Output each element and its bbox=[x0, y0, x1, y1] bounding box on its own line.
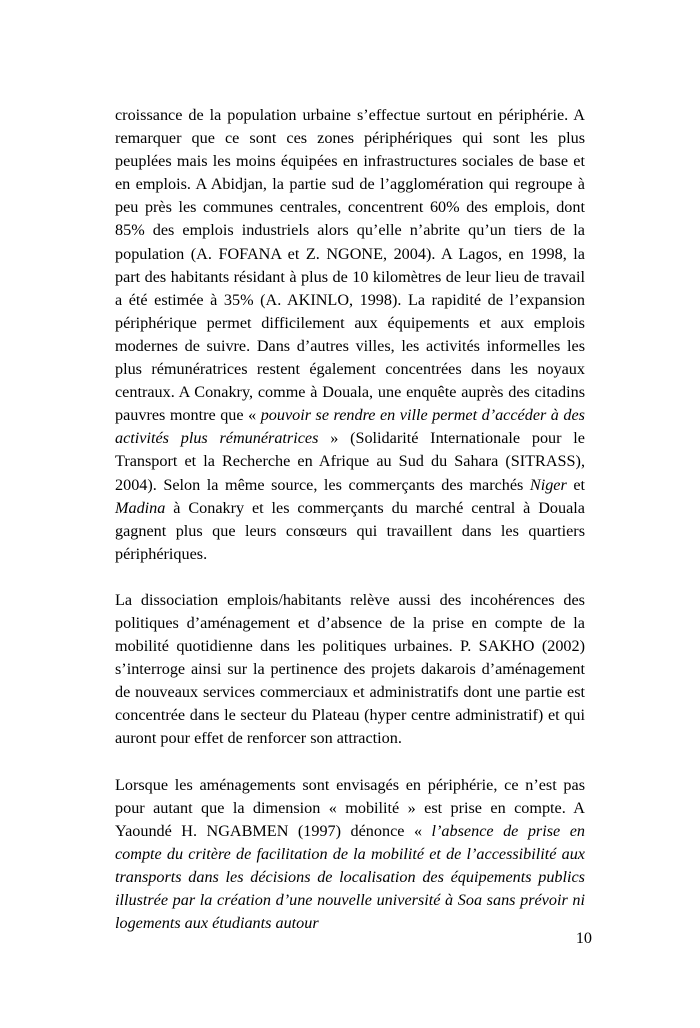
paragraph-1-quote-italic-1: pouvoir se rendre en ville permet d’accéder à des activités plus rémunératrices bbox=[115, 406, 585, 448]
page-number: 10 bbox=[575, 929, 592, 947]
paragraph-1-run-1: croissance de la population urbaine s’effectue surtout en périphérie. A remarquer que ce sont ces zones périphériques qui sont les plus peuplées mais les moins équipées en infrastructures sociales de base et en emplois. A Abidjan, la partie sud de l’agglomération qui regroupe à peu près les communes centrales, concentrent 60% des emplois, dont 85% des emplois industriels alors qu’elle n’abrite qu’un tiers de la population (A. FOFANA et Z. NGONE, 2004). A Lagos, en 1998, la part des habitants résidant à plus de 10 kilomètres de leur lieu de travail a été estimée à 35% (A. AKINLO, 1998). La rapidité de l’expansion périphérique permet difficilement aux équipements et aux emplois modernes de suivre. Dans d’autres villes, les activités informelles les plus rémunératrices restent également concentrées dans les noyaux centraux. A Conakry, comme à Douala, une enquête auprès des citadins pauvres montre que « bbox=[115, 106, 585, 425]
paragraph-1-run-5: et bbox=[566, 475, 586, 494]
paragraph-2-run-1: La dissociation emplois/habitants relève aussi des incohérences des politiques d’aménagement et d’absence de la prise en compte de la mobilité quotidienne dans les politiques urbaines. P. SAKHO (2002) s’interroge ainsi sur la pertinence des projets dakarois d’aménagement de nouveaux services commerciaux et administratifs dont une partie est concentrée dans le secteur du Plateau (hyper centre administratif) et qui auront pour effet de renforcer son attraction. bbox=[115, 590, 585, 748]
body-text-column bbox=[115, 104, 585, 935]
paragraph-1-market-name-niger: Niger bbox=[529, 475, 567, 494]
paragraph-3-run-1: Lorsque les aménagements sont envisagés en périphérie, ce n’est pas pour autant que la dimension « mobilité » est prise en compte. A Yaoundé H. NGABMEN (1997) dénonce « bbox=[115, 775, 585, 840]
paragraph-1-run-7: à Conakry et les commerçants du marché central à Douala gagnent plus que leurs consœurs qui travaillent dans les quartiers périphériques. bbox=[115, 498, 585, 563]
paragraph-1-market-name-madina: Madina bbox=[115, 498, 166, 517]
paragraph-2 bbox=[115, 589, 585, 751]
paragraph-1 bbox=[115, 104, 585, 566]
paragraph-3-quote-italic-1: l’absence de prise en compte du critère de facilitation de la mobilité et de l’accessibilité aux transports dans les décisions de localisation des équipements publics illustrée par la création d’une nouvelle université à Soa sans prévoir ni logements aux étudiants autour bbox=[115, 821, 585, 933]
paragraph-1-run-3: » (Solidarité Internationale pour le Transport et la Recherche en Afrique au Sud du Sahara (SITRASS), 2004). Selon la même source, les commerçants des marchés bbox=[115, 429, 585, 494]
paragraph-3 bbox=[115, 774, 585, 936]
